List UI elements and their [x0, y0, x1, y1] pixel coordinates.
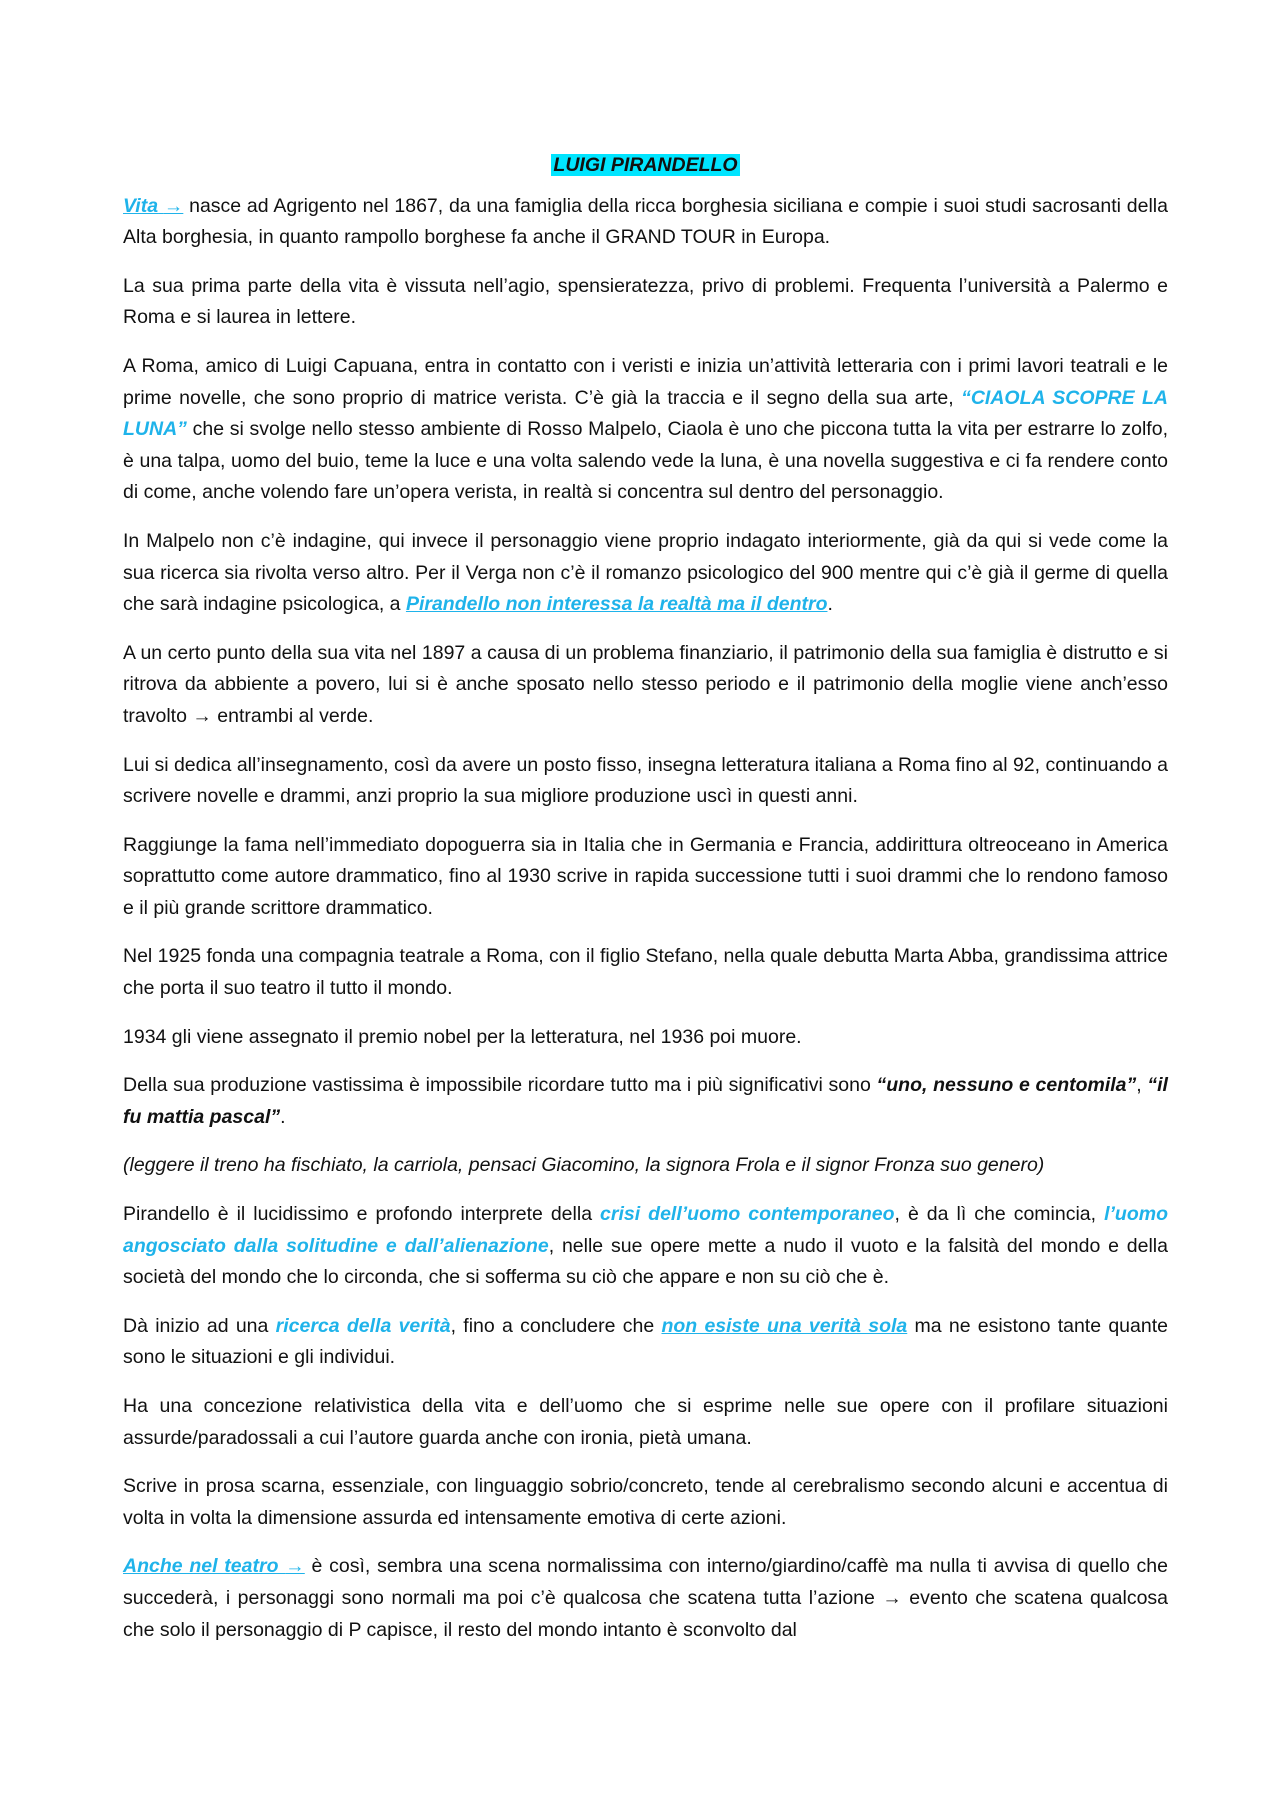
section-label-vita: Vita →	[123, 194, 184, 217]
paragraph-insegnamento: Lui si dedica all’insegnamento, così da avere un posto fisso, insegna letteratura italiana a Roma fino al 92, continuando a scrivere novelle e drammi, anzi proprio la sua migliore produzione uscì in questi anni.	[123, 753, 1168, 808]
highlight-alienazione: l’uomo angosciato dalla solitudine e dall’alienazione	[123, 1203, 1168, 1257]
paragraph-prosa: Scrive in prosa scarna, essenziale, con linguaggio sobrio/concreto, tende al cerebralismo secondo alcuni e accentua di volta in volta la dimensione assurda ed intensamente emotiva di certe azioni.	[123, 1475, 1168, 1529]
paragraph-teatro: Anche nel teatro → è così, sembra una scena normalissima con interno/giardino/caffè ma nulla ti avvisa di quello che succederà, i personaggi sono normali ma poi c’è qualcosa che scatena tutta l’azione → evento che scatena qualcosa che solo il personaggio di P capisce, il resto del mondo intanto è sconvolto dal	[123, 1555, 1169, 1641]
paragraph-1897: A un certo punto della sua vita nel 1897 a causa di un problema finanziario, il patrimonio della sua famiglia è distrutto e si ritrova da abbiente a povero, lui si è anche sposato nello stesso periodo e il patrimonio della moglie viene anch’esso travolto → entrambi al verde.	[123, 641, 1168, 727]
arrow-icon: →	[285, 1555, 305, 1578]
work-title-uno-nessuno: “uno, nessuno e centomila”	[876, 1074, 1137, 1097]
paragraph-crisi: Pirandello è il lucidissimo e profondo interprete della crisi dell’uomo contemporaneo, è da lì che comincia, l’uomo angosciato dalla solitudine e dall’alienazione, nelle sue opere mette a nudo il vuoto e la falsità del mondo e della società del mondo che lo circonda, che si sofferma su ciò che appare e non su ciò che è.	[123, 1203, 1168, 1289]
paragraph-malpelo: In Malpelo non c’è indagine, qui invece il personaggio viene proprio indagato interiormente, già da qui si vede come la sua ricerca sia rivolta verso altro. Per il Verga non c’è il romanzo psicologico del 900 mentre qui c’è già il germe di quella che sarà indagine psicologica, a Pirandello non interessa la realtà ma il dentro.	[123, 529, 1168, 616]
section-label-teatro: Anche nel teatro →	[123, 1555, 305, 1578]
paragraph-produzione: Della sua produzione vastissima è impossibile ricordare tutto ma i più significativi sono “uno, nessuno e centomila”, “il fu mattia pascal”.	[123, 1074, 1168, 1128]
paragraph-letture: (leggere il treno ha fischiato, la carriola, pensaci Giacomino, la signora Frola e il signor Fronza suo genero)	[123, 1154, 1045, 1177]
paragraph-fama: Raggiunge la fama nell’immediato dopoguerra sia in Italia che in Germania e Francia, addirittura oltreoceano in America soprattutto come autore drammatico, fino al 1930 scrive in rapida successione tutti i suoi drammi che lo rendono famoso e il più grande scrittore drammatico.	[123, 833, 1168, 919]
paragraph-verita: Dà inizio ad una ricerca della verità, fino a concludere che non esiste una verità sola ma ne esistono tante quante sono le situazioni e gli individui.	[123, 1314, 1168, 1369]
highlight-verita-sola: non esiste una verità sola	[661, 1314, 908, 1337]
highlight-dentro: Pirandello non interessa la realtà ma il dentro	[405, 593, 828, 616]
paragraph-roma: A Roma, amico di Luigi Capuana, entra in contatto con i veristi e inizia un’attività letteraria con i primi lavori teatrali e le prime novelle, che sono proprio di matrice verista. C’è già la traccia e il segno della sua arte, “CIAOLA SCOPRE LA LUNA” che si svolge nello stesso ambiente di Rosso Malpelo, Ciaola è uno che piccona tutta la vita per estrarre lo zolfo, è una talpa, uomo del buio, teme la luce e una volta salendo vede la luna, è una novella suggestiva e ci fa rendere conto di come, anche volendo fare un’opera verista, in realtà si concentra sul dentro del personaggio.	[123, 354, 1169, 504]
highlight-ricerca-verita: ricerca della verità	[275, 1314, 451, 1337]
work-title-mattia-pascal: “il fu mattia pascal”	[123, 1074, 1168, 1128]
paragraph-nobel: 1934 gli viene assegnato il premio nobel per la letteratura, nel 1936 poi muore.	[123, 1025, 802, 1048]
highlight-crisi: crisi dell’uomo contemporaneo	[600, 1203, 895, 1226]
highlight-ciaola: “CIAOLA SCOPRE LA LUNA”	[123, 386, 1169, 441]
paragraph-1925: Nel 1925 fonda una compagnia teatrale a Roma, con il figlio Stefano, nella quale debutta Marta Abba, grandissima attrice che porta il suo teatro il tutto il mondo.	[123, 945, 1168, 1000]
arrow-icon: →	[192, 704, 212, 727]
paragraph-vita: Vita → nasce ad Agrigento nel 1867, da una famiglia della ricca borghesia siciliana e compie i suoi studi sacrosanti della Alta borghesia, in quanto rampollo borghese fa anche il GRAND TOUR in Europa.	[123, 194, 1168, 249]
arrow-icon: →	[163, 194, 184, 217]
paragraph-early-life: La sua prima parte della vita è vissuta nell’agio, spensieratezza, privo di problemi. Frequenta l’università a Palermo e Roma e si laurea in lettere.	[123, 274, 1168, 329]
document-title: LUIGI PIRANDELLO	[553, 154, 738, 176]
document-page	[123, 150, 1168, 1663]
arrow-icon: →	[882, 1586, 902, 1609]
paragraph-relativismo: Ha una concezione relativistica della vita e dell’uomo che si esprime nelle sue opere con il profilare situazioni assurde/paradossali a cui l’autore guarda anche con ironia, pietà umana.	[123, 1395, 1168, 1449]
